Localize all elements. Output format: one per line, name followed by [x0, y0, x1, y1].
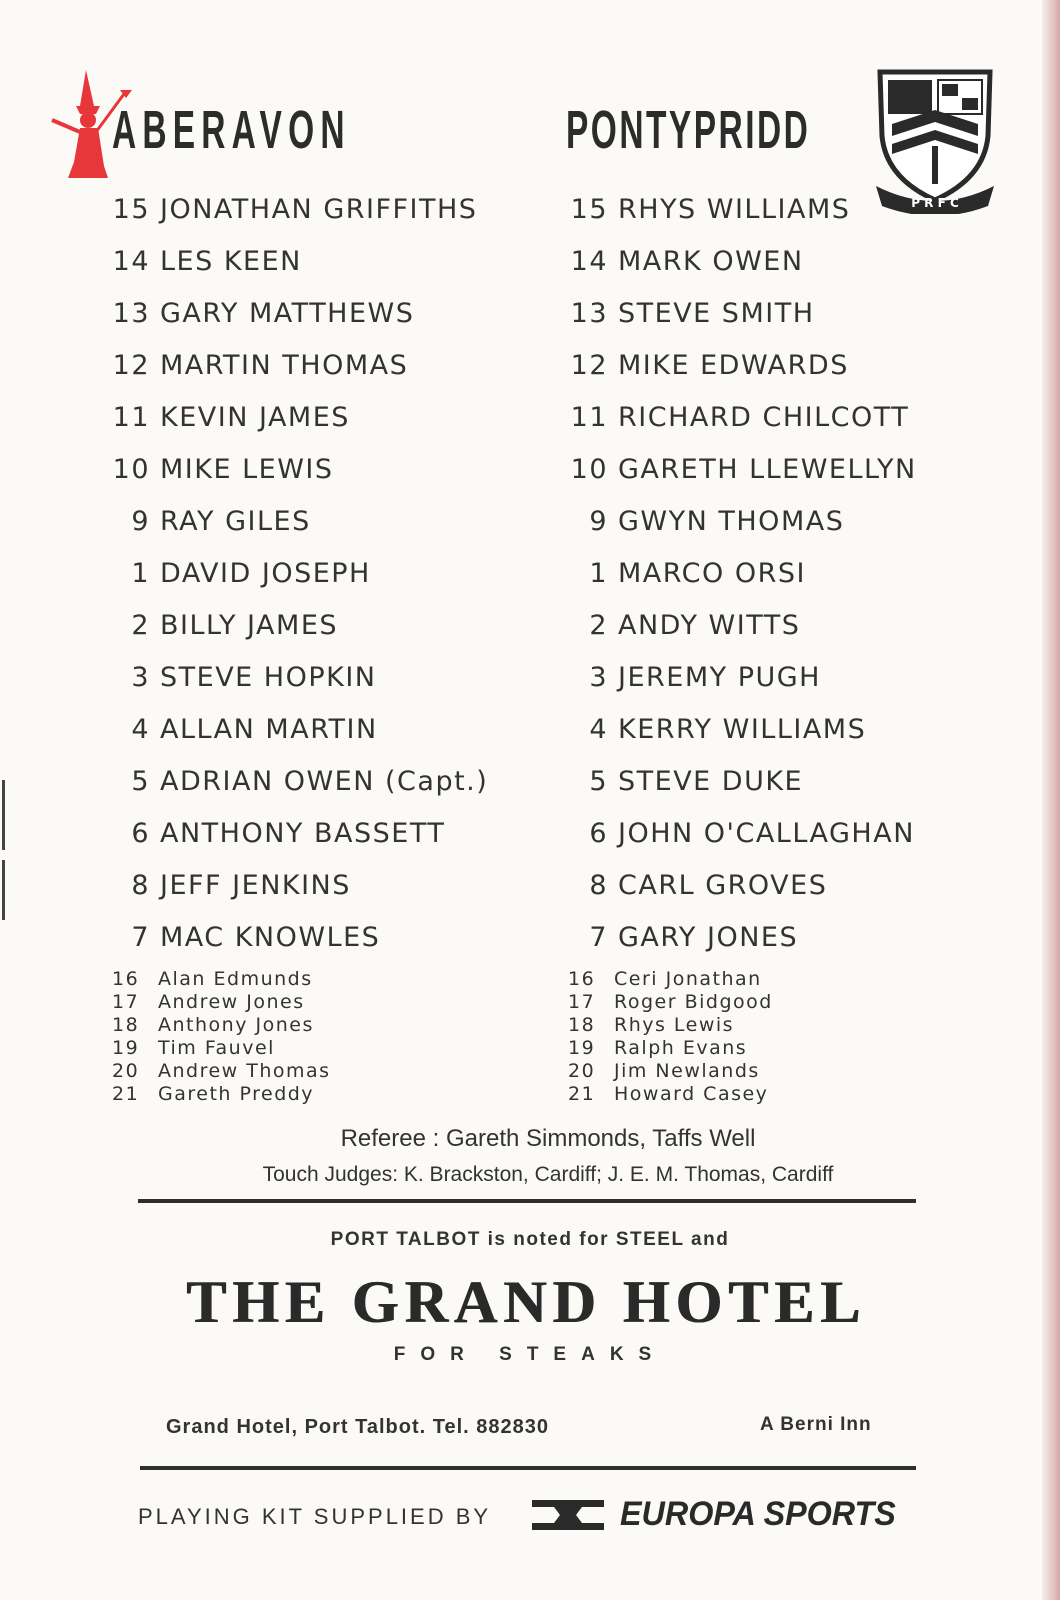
home-player-list — [104, 192, 488, 972]
substitute-row — [112, 1060, 331, 1083]
player-name: ANTHONY BASSETT — [160, 818, 446, 849]
shirt-number: 1 — [131, 558, 150, 589]
player-row — [562, 192, 917, 244]
shirt-number: 15 — [112, 194, 150, 225]
player-name: JEREMY PUGH — [618, 662, 821, 693]
shirt-number: 6 — [131, 818, 150, 849]
player-name: Rhys Lewis — [614, 1014, 735, 1036]
kit-supplier-text: PLAYING KIT SUPPLIED BY — [138, 1504, 492, 1529]
home-team-name: ABERAVON — [112, 100, 351, 160]
player-row — [562, 504, 917, 556]
shirt-number: 11 — [112, 402, 150, 433]
player-row — [562, 348, 917, 400]
player-name: KERRY WILLIAMS — [618, 714, 867, 745]
shirt-number: 2 — [589, 610, 608, 641]
player-name: ADRIAN OWEN (Capt.) — [160, 766, 489, 797]
player-row — [104, 556, 488, 608]
shirt-number: 2 — [131, 610, 150, 641]
shirt-number: 8 — [131, 870, 150, 901]
divider — [138, 1199, 916, 1203]
player-name: Gareth Preddy — [158, 1083, 315, 1105]
substitute-row — [568, 1083, 773, 1106]
shirt-number: 19 — [568, 1037, 596, 1059]
player-row — [562, 608, 917, 660]
shirt-number: 16 — [568, 968, 596, 990]
shirt-number: 13 — [570, 298, 608, 329]
player-name: Tim Fauvel — [158, 1037, 275, 1059]
player-name: STEVE DUKE — [618, 766, 804, 797]
shirt-number: 12 — [112, 350, 150, 381]
shirt-number: 19 — [112, 1037, 140, 1059]
shirt-number: 21 — [568, 1083, 596, 1105]
binding-mark — [2, 780, 5, 850]
player-row — [104, 348, 488, 400]
away-substitutes-list — [568, 968, 773, 1106]
shirt-number: 12 — [570, 350, 608, 381]
shirt-number: 1 — [589, 558, 608, 589]
berni-inn-text: A Berni Inn — [760, 1414, 872, 1435]
player-name: JOHN O'CALLAGHAN — [618, 818, 915, 849]
shirt-number: 7 — [589, 922, 608, 953]
advert-subline: FOR STEAKS — [393, 1344, 667, 1365]
shirt-number: 3 — [589, 662, 608, 693]
away-player-list — [562, 192, 917, 972]
player-name: Ralph Evans — [614, 1037, 748, 1059]
player-row — [562, 920, 917, 972]
hotel-name: THE GRAND HOTEL — [185, 1269, 867, 1335]
player-name: Ceri Jonathan — [614, 968, 762, 990]
player-row — [104, 712, 488, 764]
binding-mark — [2, 860, 5, 920]
player-row — [104, 504, 488, 556]
shirt-number: 6 — [589, 818, 608, 849]
player-row — [562, 452, 917, 504]
player-name: Jim Newlands — [614, 1060, 760, 1082]
shirt-number: 20 — [112, 1060, 140, 1082]
substitute-row — [568, 968, 773, 991]
player-name: Andrew Jones — [158, 991, 305, 1013]
player-name: GARY JONES — [618, 922, 799, 953]
shirt-number: 11 — [570, 402, 608, 433]
player-row — [104, 296, 488, 348]
touch-judges-line: Touch Judges: K. Brackston, Cardiff; J. E. M. Thomas, Cardiff — [262, 1163, 834, 1186]
shirt-number: 7 — [131, 922, 150, 953]
home-substitutes-list — [112, 968, 331, 1106]
substitute-row — [112, 991, 331, 1014]
player-name: GWYN THOMAS — [618, 506, 845, 537]
europa-sports-brand: EUROPA SPORTS — [620, 1495, 896, 1533]
player-row — [104, 660, 488, 712]
shirt-number: 9 — [131, 506, 150, 537]
player-name: CARL GROVES — [618, 870, 828, 901]
shirt-number: 21 — [112, 1083, 140, 1105]
player-row — [104, 608, 488, 660]
player-name: STEVE HOPKIN — [160, 662, 377, 693]
player-row — [104, 244, 488, 296]
substitute-row — [568, 991, 773, 1014]
advert-tagline: PORT TALBOT is noted for STEEL and — [330, 1229, 730, 1250]
player-row — [104, 868, 488, 920]
player-name: Howard Casey — [614, 1083, 769, 1105]
referee-line: Referee : Gareth Simmonds, Taffs Well — [340, 1125, 756, 1152]
shirt-number: 10 — [570, 454, 608, 485]
player-name: BILLY JAMES — [160, 610, 339, 641]
player-row — [562, 816, 917, 868]
shirt-number: 17 — [568, 991, 596, 1013]
substitute-row — [568, 1014, 773, 1037]
shirt-number: 5 — [589, 766, 608, 797]
player-name: ALLAN MARTIN — [160, 714, 378, 745]
shirt-number: 17 — [112, 991, 140, 1013]
player-name: DAVID JOSEPH — [160, 558, 371, 589]
player-name: JONATHAN GRIFFITHS — [160, 194, 478, 225]
player-name: ANDY WITTS — [618, 610, 801, 641]
crest-text: P R F C — [911, 196, 959, 210]
player-name: Anthony Jones — [158, 1014, 314, 1036]
player-row — [562, 660, 917, 712]
player-name: MARCO ORSI — [618, 558, 806, 589]
player-name: JEFF JENKINS — [160, 870, 351, 901]
player-row — [104, 764, 488, 816]
shirt-number: 14 — [570, 246, 608, 277]
player-name: KEVIN JAMES — [160, 402, 350, 433]
player-name: Alan Edmunds — [158, 968, 313, 990]
shirt-number: 3 — [131, 662, 150, 693]
substitute-row — [112, 1014, 331, 1037]
player-name: Roger Bidgood — [614, 991, 773, 1013]
player-name: MARTIN THOMAS — [160, 350, 409, 381]
player-name: GARETH LLEWELLYN — [618, 454, 917, 485]
shirt-number: 18 — [568, 1014, 596, 1036]
player-name: RHYS WILLIAMS — [618, 194, 851, 225]
player-name: STEVE SMITH — [618, 298, 815, 329]
player-name: RAY GILES — [160, 506, 311, 537]
player-row — [562, 556, 917, 608]
player-name: LES KEEN — [160, 246, 302, 277]
player-row — [562, 296, 917, 348]
player-name: MIKE EDWARDS — [618, 350, 849, 381]
player-name: Andrew Thomas — [158, 1060, 331, 1082]
shirt-number: 8 — [589, 870, 608, 901]
substitute-row — [568, 1060, 773, 1083]
substitute-row — [112, 1083, 331, 1106]
divider — [140, 1466, 916, 1470]
player-name: RICHARD CHILCOTT — [618, 402, 910, 433]
shirt-number: 18 — [112, 1014, 140, 1036]
player-row — [104, 920, 488, 972]
europa-sports-logo-icon — [532, 1498, 604, 1532]
shirt-number: 5 — [131, 766, 150, 797]
player-row — [104, 816, 488, 868]
player-row — [104, 452, 488, 504]
shirt-number: 10 — [112, 454, 150, 485]
shirt-number: 15 — [570, 194, 608, 225]
shirt-number: 4 — [131, 714, 150, 745]
player-row — [562, 868, 917, 920]
shirt-number: 9 — [589, 506, 608, 537]
player-name: MARK OWEN — [618, 246, 804, 277]
shirt-number: 4 — [589, 714, 608, 745]
player-row — [562, 712, 917, 764]
shirt-number: 16 — [112, 968, 140, 990]
shirt-number: 20 — [568, 1060, 596, 1082]
player-name: MIKE LEWIS — [160, 454, 334, 485]
substitute-row — [568, 1037, 773, 1060]
player-row — [104, 400, 488, 452]
player-row — [562, 244, 917, 296]
player-name: MAC KNOWLES — [160, 922, 381, 953]
shirt-number: 14 — [112, 246, 150, 277]
hotel-address: Grand Hotel, Port Talbot. Tel. 882830 — [166, 1416, 550, 1438]
substitute-row — [112, 1037, 331, 1060]
shirt-number: 13 — [112, 298, 150, 329]
player-row — [562, 764, 917, 816]
player-row — [562, 400, 917, 452]
player-row — [104, 192, 488, 244]
away-team-name: PONTYPRIDD — [566, 100, 811, 160]
substitute-row — [112, 968, 331, 991]
player-name: GARY MATTHEWS — [160, 298, 415, 329]
